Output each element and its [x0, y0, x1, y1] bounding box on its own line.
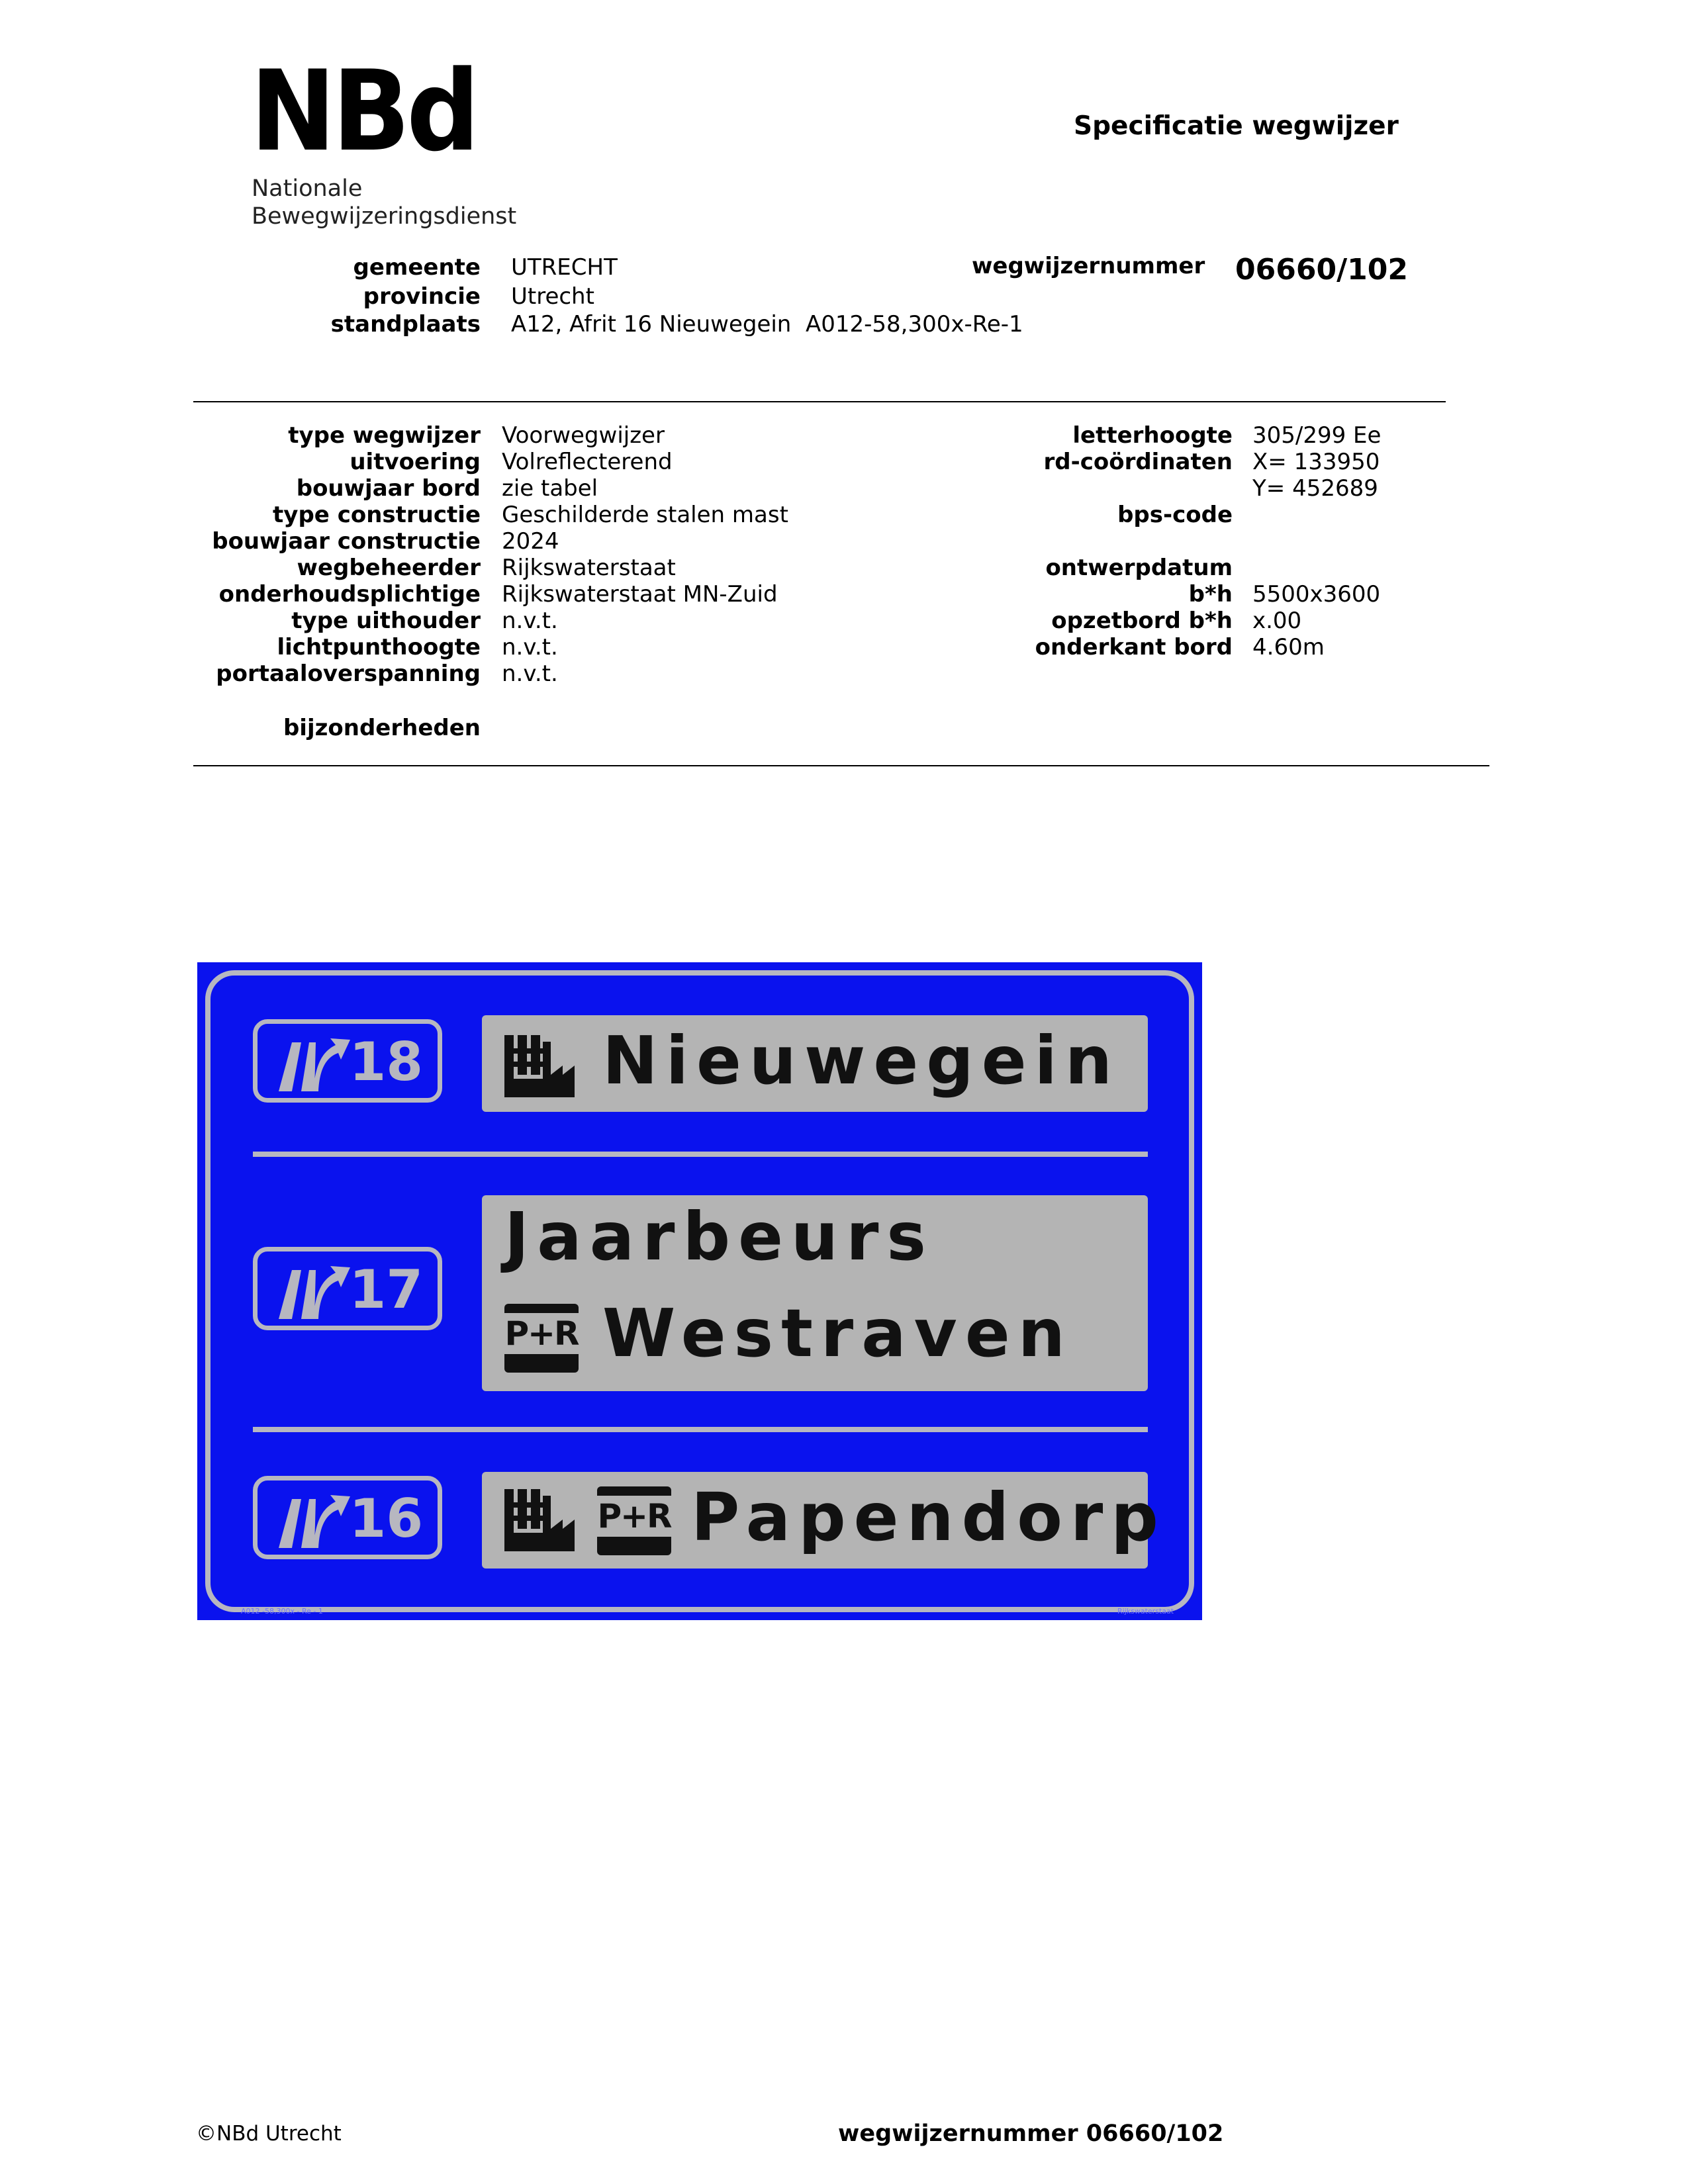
gemeente-value: UTRECHT	[511, 254, 618, 281]
spec-value: Y= 452689	[1252, 475, 1378, 502]
spec-value: n.v.t.	[502, 634, 558, 660]
standplaats-value: A12, Afrit 16 Nieuwegein A012-58,300x-Re-1	[511, 311, 1023, 338]
exit-number: 17	[349, 1259, 423, 1320]
spec-value: 4.60m	[1252, 634, 1325, 660]
spec-label: type uithouder	[291, 608, 481, 634]
spec-value: n.v.t.	[502, 660, 558, 687]
spec-label: bouwjaar constructie	[212, 528, 481, 555]
exit-number: 16	[349, 1488, 423, 1549]
spec-label: opzetbord b*h	[1051, 608, 1233, 634]
pr-label: P+R	[504, 1314, 579, 1353]
spec-value: X= 133950	[1252, 449, 1380, 475]
spec-value: 2024	[502, 528, 559, 555]
standplaats-label: standplaats	[330, 311, 481, 338]
sign-code-small: A012 -58,300x - Re - 1	[241, 1607, 323, 1615]
destination-panel-2	[482, 1195, 1148, 1391]
spec-value: x.00	[1252, 608, 1302, 634]
spec-label: rd-coördinaten	[1043, 449, 1233, 475]
spec-value: Volreflecterend	[502, 449, 673, 475]
park-and-ride-icon	[504, 1304, 579, 1373]
spec-label: letterhoogte	[1072, 422, 1233, 449]
spec-label: onderkant bord	[1035, 634, 1233, 660]
exit-box-16	[253, 1476, 442, 1559]
destination-jaarbeurs: Jaarbeurs	[504, 1198, 934, 1275]
destination-panel-1	[482, 1015, 1148, 1112]
pr-label: P+R	[597, 1497, 671, 1535]
destination-panel-3	[482, 1472, 1166, 1569]
footer-copyright: ©NBd Utrecht	[196, 2122, 342, 2146]
spec-label: bps-code	[1117, 502, 1233, 528]
logo-line-1: Nationale	[252, 175, 363, 202]
spec-label: ontwerpdatum	[1045, 555, 1233, 581]
spec-label: b*h	[1188, 581, 1233, 608]
exit-arrow-icon	[272, 1490, 352, 1549]
industry-icon	[504, 1489, 575, 1551]
industry-icon	[504, 1035, 575, 1097]
spec-value: Voorwegwijzer	[502, 422, 665, 449]
exit-box-18	[253, 1019, 442, 1103]
spec-label: wegbeheerder	[297, 555, 481, 581]
provincie-label: provincie	[363, 283, 481, 310]
exit-arrow-icon	[272, 1033, 352, 1093]
exit-arrow-icon	[272, 1261, 352, 1320]
spec-value: Rijkswaterstaat	[502, 555, 676, 581]
destination-westraven: Westraven	[602, 1295, 1073, 1372]
spec-value: zie tabel	[502, 475, 598, 502]
spec-value: 5500x3600	[1252, 581, 1381, 608]
spec-label: type wegwijzer	[288, 422, 481, 449]
wegwijzernummer-label: wegwijzernummer	[972, 253, 1205, 279]
spec-value: Rijkswaterstaat MN-Zuid	[502, 581, 778, 608]
road-sign	[197, 962, 1202, 1620]
spec-label: portaaloverspanning	[216, 660, 481, 687]
document-title: Specificatie wegwijzer	[1074, 111, 1399, 141]
spec-label: bouwjaar bord	[296, 475, 481, 502]
nbd-logo: NBd	[250, 46, 477, 176]
bottom-divider	[193, 765, 1489, 766]
spec-label: bijzonderheden	[283, 715, 481, 741]
destination-nieuwegein: Nieuwegein	[602, 1022, 1121, 1099]
row-divider-2	[253, 1427, 1148, 1432]
spec-value: n.v.t.	[502, 608, 558, 634]
spec-value: Geschilderde stalen mast	[502, 502, 788, 528]
park-and-ride-icon	[597, 1486, 671, 1555]
exit-number: 18	[349, 1031, 423, 1093]
exit-box-17	[253, 1247, 442, 1330]
spec-label: type constructie	[273, 502, 481, 528]
wegwijzernummer-value: 06660/102	[1235, 253, 1408, 287]
row-divider-1	[253, 1152, 1148, 1157]
spec-value: 305/299 Ee	[1252, 422, 1382, 449]
spec-label: uitvoering	[350, 449, 481, 475]
footer-wegwijzernummer: wegwijzernummer 06660/102	[838, 2120, 1224, 2147]
logo-line-2: Bewegwijzeringsdienst	[252, 203, 517, 230]
gemeente-label: gemeente	[353, 254, 481, 281]
spec-label: lichtpunthoogte	[277, 634, 481, 660]
sign-owner-small: Rijkswaterstaat	[1117, 1607, 1174, 1615]
provincie-value: Utrecht	[511, 283, 594, 310]
spec-label: onderhoudsplichtige	[218, 581, 481, 608]
destination-papendorp: Papendorp	[691, 1479, 1166, 1556]
top-divider	[193, 401, 1446, 402]
